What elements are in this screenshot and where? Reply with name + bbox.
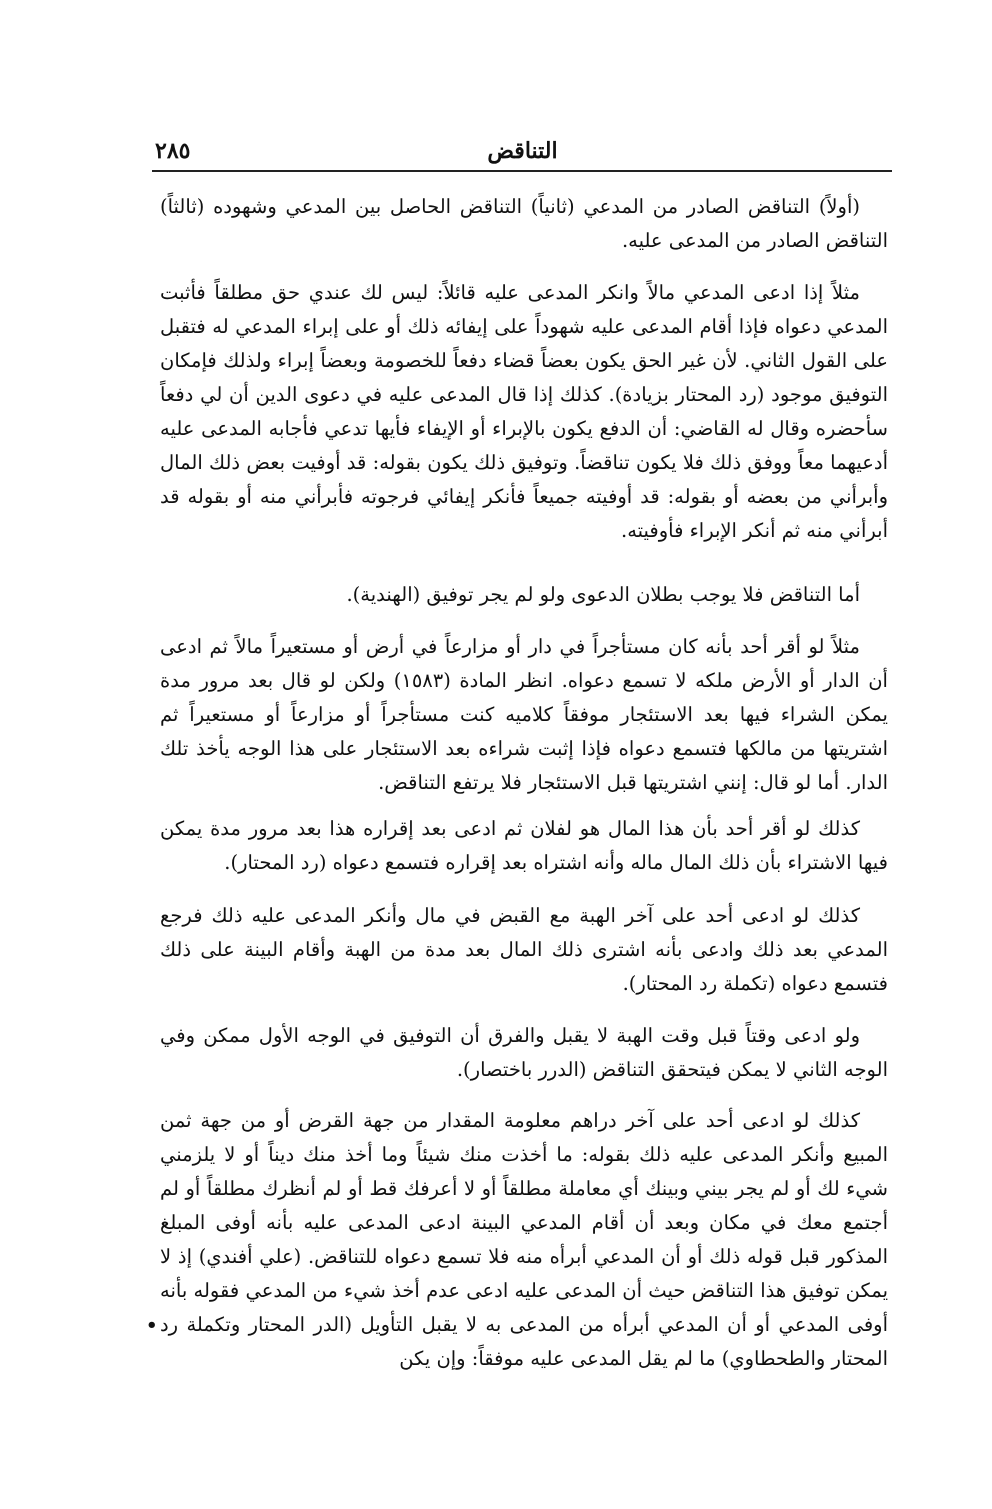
paragraph: (أولاً) التناقض الصادر من المدعي (ثانياً) التناقض الحاصل بين المدعي وشهوده (ثالثاً) التناقض الصادر من المدعى عليه.	[160, 195, 888, 252]
paragraph-1-block	[160, 190, 888, 258]
paragraph: ولو ادعى وقتاً قبل وقت الهبة لا يقبل والفرق أن التوفيق في الوجه الأول ممكن وفي الوجه الثاني لا يمكن فيتحقق التناقض (الدرر باختصار).	[160, 1024, 888, 1081]
paragraph-4-block	[160, 630, 888, 800]
page-number: ٢٨٥	[155, 138, 191, 164]
paragraph-5-block	[160, 812, 888, 880]
page-header	[155, 134, 890, 168]
running-title: التناقض	[487, 138, 558, 164]
paragraph: كذلك لو ادعى أحد على آخر الهبة مع القبض في مال وأنكر المدعى عليه ذلك فرجع المدعي بعد ذلك وادعى بأنه اشترى ذلك المال بعد مدة من الهبة وأقام البينة على ذلك فتسمع دعواه (تكملة رد المحتار).	[160, 904, 888, 995]
margin-dot-marker: •	[146, 1315, 158, 1336]
paragraph: أما التناقض فلا يوجب بطلان الدعوى ولو لم يجر توفيق (الهندية).	[346, 583, 860, 606]
paragraph: كذلك لو أقر أحد بأن هذا المال هو لفلان ثم ادعى بعد إقراره هذا بعد مرور مدة يمكن فيها الاشتراء بأن ذلك المال ماله وأنه اشتراه بعد إقراره فتسمع دعواه (رد المحتار).	[160, 817, 888, 874]
paragraph-2-block	[160, 276, 888, 548]
paragraph-3-block	[160, 578, 888, 612]
paragraph-6-block	[160, 899, 888, 1001]
paragraph-8-block	[160, 1104, 888, 1376]
paragraph: مثلاً لو أقر أحد بأنه كان مستأجراً في دار أو مزارعاً في أرض أو مستعيراً مالاً ثم ادعى أن الدار أو الأرض ملكه لا تسمع دعواه. انظر المادة (١٥٨٣) ولكن لو قال بعد مرور مدة يمكن الشراء فيها بعد الاستئجار موفقاً كلاميه كنت مستأجراً أو مزارعاً أو مستعيراً ثم اشتريتها من مالكها فتسمع دعواه فإذا إثبت شراءه بعد الاستئجار على هذا الوجه يأخذ تلك الدار. أما لو قال: إنني اشتريتها قبل الاستئجار فلا يرتفع التناقض.	[160, 635, 888, 794]
header-rule	[152, 170, 892, 172]
paragraph-7-block	[160, 1019, 888, 1087]
paragraph: مثلاً إذا ادعى المدعي مالاً وانكر المدعى عليه قائلاً: ليس لك عندي حق مطلقاً فأثبت المدعي دعواه فإذا أقام المدعى عليه شهوداً على إيفائه ذلك أو على إبراء المدعي له فتقبل على القول الثاني. لأن غير الحق يكون بعضاً قضاء دفعاً للخصومة وبعضاً إبراء ولذلك فإمكان التوفيق موجود (رد المحتار بزيادة). كذلك إذا قال المدعى عليه في دعوى الدين أن لي دفعاً سأحضره وقال له القاضي: أن الدفع يكون بالإبراء أو الإيفاء فأيها تدعي فأجابه المدعى عليه أدعيهما معاً ووفق ذلك فلا يكون تناقضاً. وتوفيق ذلك يكون بقوله: قد أوفيت بعض ذلك المال وأبرأني من بعضه أو بقوله: قد أوفيته جميعاً فأنكر إيفائي فرجوته فأبرأني منه أو بقوله قد أبرأني منه ثم أنكر الإبراء فأوفيته.	[160, 281, 888, 542]
paragraph: كذلك لو ادعى أحد على آخر دراهم معلومة المقدار من جهة القرض أو من جهة ثمن المبيع وأنكر المدعى عليه ذلك بقوله: ما أخذت منك شيئاً وما أخذ منك ديناً أو لا يلزمني شيء لك أو لم يجر بيني وبينك أي معاملة مطلقاً أو لا أعرفك قط أو لم أنظرك مطلقاً أو لم أجتمع معك في مكان وبعد أن أقام المدعي البينة ادعى المدعى عليه بأنه أوفى المبلغ المذكور قبل قوله ذلك أو أن المدعي أبرأه منه فلا تسمع دعواه للتناقض. (علي أفندي) إذ لا يمكن توفيق هذا التناقض حيث أن المدعى عليه ادعى عدم أخذ شيء من المدعي فقوله بأنه أوفى المدعي أو أن المدعي أبرأه من المدعى به لا يقبل التأويل (الدر المحتار وتكملة رد المحتار والطحطاوي) ما لم يقل المدعى عليه موفقاً: وإن يكن	[160, 1109, 888, 1370]
